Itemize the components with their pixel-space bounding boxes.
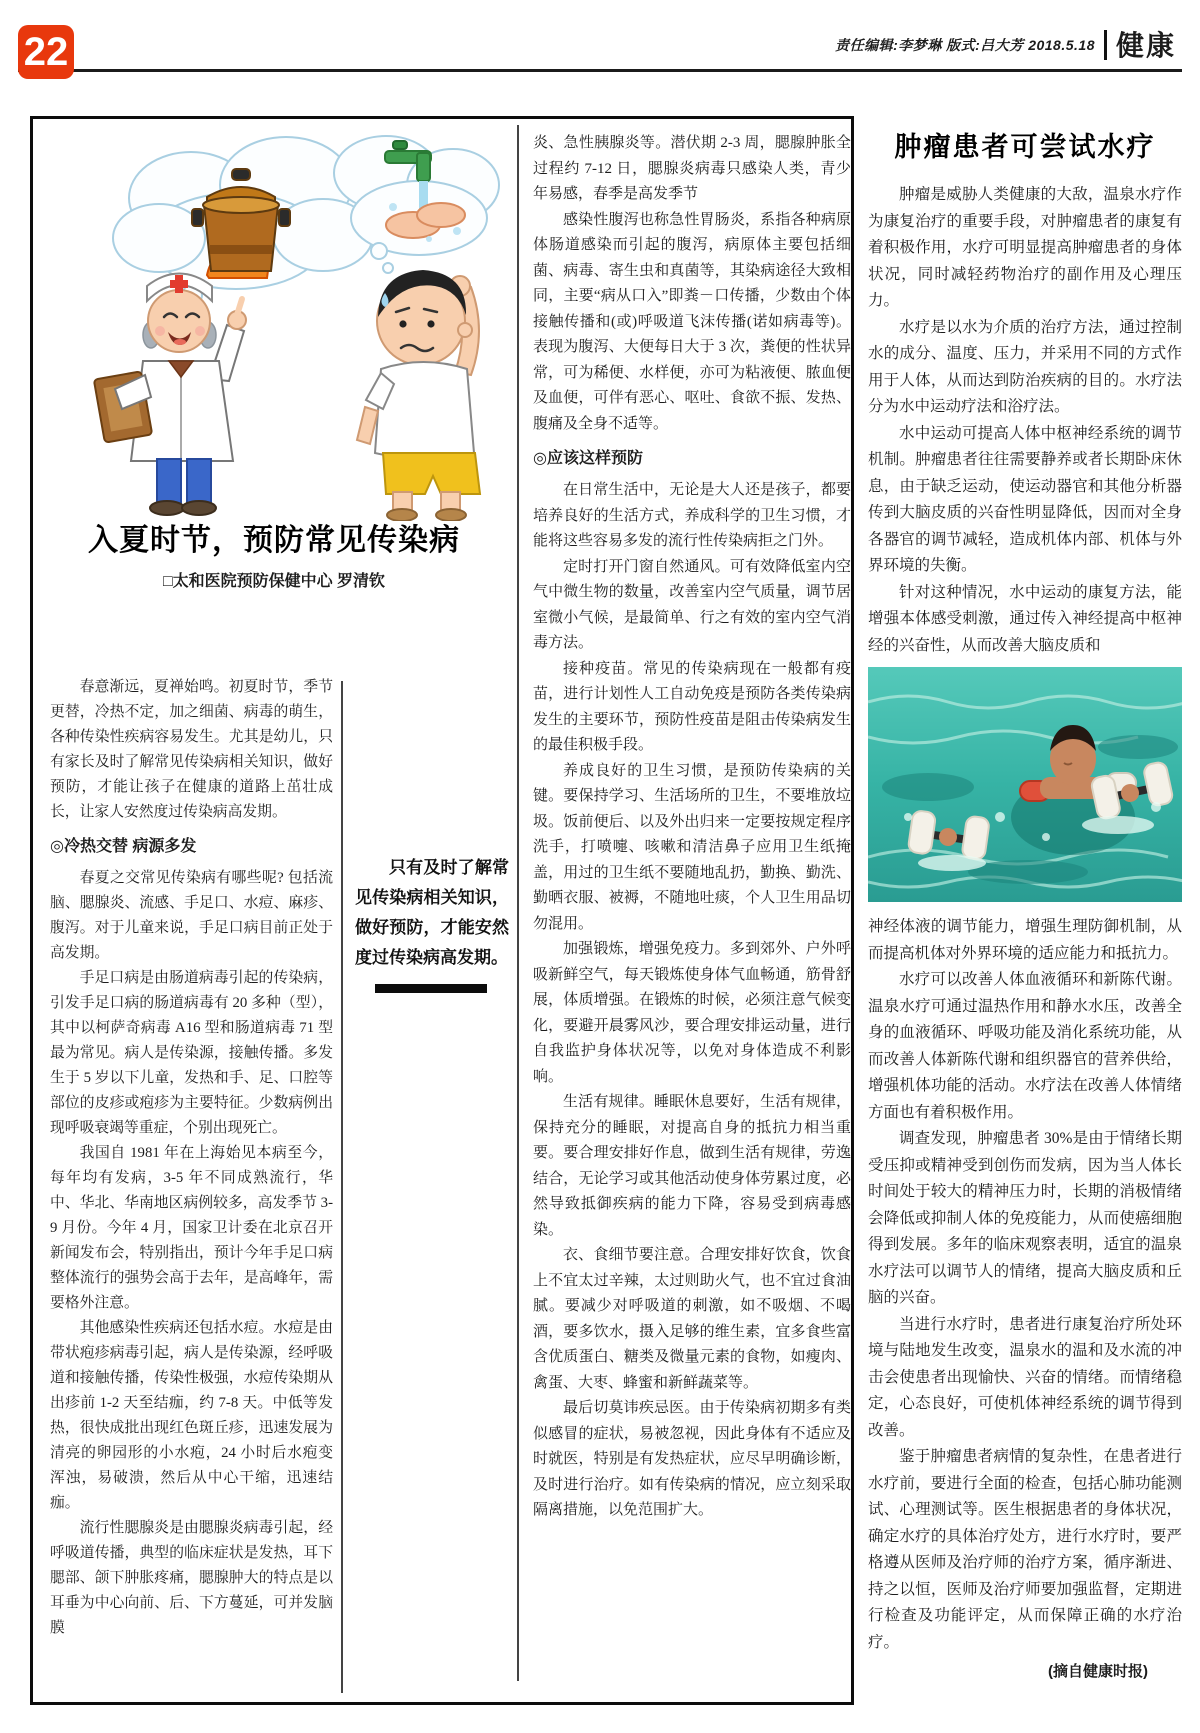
article1-middle-column: [533, 131, 851, 1524]
doctor-figure: [94, 274, 246, 516]
article2-title: 肿瘤患者可尝试水疗: [894, 132, 1156, 162]
paragraph: 春夏之交常见传染病有哪些呢? 包括流脑、腮腺炎、流感、手足口、水痘、麻疹、腹泻。对于儿童来说，手足口病目前正处于高发期。: [50, 870, 333, 961]
paragraph: 衣、食细节要注意。合理安排好饮食，饮食上不宜太过辛辣，太过则助火气，也不宜过食油腻。要减少对呼吸道的刺激，如不吸烟、不喝酒，要多饮水，摄入足够的维生素，宜多食些富含优质蛋白、糖类及微量元素的食物，如瘦肉、禽蛋、大枣、蜂蜜和新鲜蔬菜等。: [533, 1247, 851, 1391]
article1-title: 入夏时节，预防常见传染病: [88, 524, 460, 557]
paragraph: 手足口病是由肠道病毒引起的传染病，引发手足口病的肠道病毒有 20 多种（型），其中以柯萨奇病毒 A16 型和肠道病毒 71 型最为常见。病人是传染源，接触传播。多发生于 5 岁以下儿童，发热和手、足、口腔等部位的皮疹或疱疹为主要特征。少数病例出现呼吸衰竭等重症，个别出现死亡。: [50, 970, 333, 1136]
paragraph: 针对这种情况，水中运动的康复方法，能增强本体感受刺激，通过传入神经提高中枢神经的兴奋性，从而改善大脑皮质和: [868, 583, 1182, 654]
page-number-badge: 22: [18, 25, 74, 79]
section-title: 健康: [1115, 30, 1176, 61]
article1-header: [33, 523, 515, 592]
masthead: [827, 30, 1176, 62]
masthead-divider: [1104, 30, 1107, 60]
paragraph: 最后切莫讳疾忌医。由于传染病初期多有类似感冒的症状，易被忽视，因此身体有不适应及时就医，特别是有发热症状，应尽早明确诊断，及时进行治疗。如有传染病的情况，应立刻采取隔离措施，以免范围扩大。: [533, 1400, 851, 1518]
pullquote-block: [355, 853, 509, 993]
paragraph: 在日常生活中，无论是大人还是孩子，都要培养良好的生活方式，养成科学的卫生习惯，才能将这些容易多发的流行性传染病拒之门外。: [533, 482, 851, 549]
article1-left-column: [50, 675, 333, 1641]
column-rule-mid: [517, 125, 519, 1681]
subhead-cold-heat: ◎冷热交替 病源多发: [50, 838, 197, 855]
subhead-prevention: ◎应该这样预防: [533, 450, 643, 467]
paragraph: 定时打开门窗自然通风。可有效降低室内空气中微生物的数量，改善室内空气质量，调节居室微小气候，是最简单、行之有效的室内空气消毒方法。: [533, 558, 851, 651]
paragraph: 流行性腮腺炎是由腮腺炎病毒引起，经呼吸道传播，典型的临床症状是发热，耳下腮部、颌下肿胀疼痛，腮腺肿大的特点是以耳垂为中心向前、后、下方蔓延，可并发脑膜: [50, 1520, 333, 1636]
editor-info: 责任编辑:李梦琳 版式:吕大芳 2018.5.18: [835, 37, 1095, 53]
article-secondary: [868, 120, 1182, 1684]
pullquote-rule: [375, 984, 487, 993]
paragraph: 当进行水疗时，患者进行康复治疗所处环境与陆地发生改变，温泉水的温和及水流的冲击会使患者出现愉快、兴奋的情绪。而情绪稳定，心态良好，可使机体神经系统的调节得到改善。: [868, 1315, 1182, 1439]
paragraph: 炎、急性胰腺炎等。潜伏期 2-3 周，腮腺肿胀全过程约 7-12 日，腮腺炎病毒只感染人类，青少年易感，春季是高发季节: [533, 135, 851, 202]
doctor-boy-cartoon: [41, 123, 511, 521]
paragraph: 生活有规律。睡眠休息要好，生活有规律，保持充分的睡眠，对提高自身的抵抗力相当重要。要合理安排好作息，做到生活有规律，劳逸结合，无论学习或其他活动使身体劳累过度，必然导致抵御疾病的能力下降，容易受到病毒感染。: [533, 1094, 851, 1238]
article2-credit: (摘自健康时报): [1048, 1663, 1148, 1680]
paragraph: 肿瘤是威胁人类健康的大敌，温泉水疗作为康复治疗的重要手段，对肿瘤患者的康复有着积极作用，水疗可明显提高肿瘤患者的身体状况，同时减轻药物治疗的副作用及心理压力。: [868, 186, 1182, 309]
paragraph: 养成良好的卫生习惯，是预防传染病的关键。要保持学习、生活场所的卫生，不要堆放垃圾。饭前便后、以及外出归来一定要按规定程序洗手，打喷嚏、咳嗽和清洁鼻子应用卫生纸掩盖，用过的卫生纸不要随地乱扔，勤换、勤洗、勤晒衣服、被褥，不随地吐痰，个人卫生用品切勿混用。: [533, 762, 851, 932]
paragraph: 水疗可以改善人体血液循环和新陈代谢。温泉水疗可通过温热作用和静水水压，改善全身的血液循环、呼吸功能及消化系统功能，从而改善人体新陈代谢和组织器官的营养供给，增强机体功能的活动。水疗法在改善人体情绪方面也有着积极作用。: [868, 971, 1182, 1121]
header-rule: [18, 69, 1182, 72]
article1-byline: □太和医院预防保健中心 罗清钦: [162, 573, 386, 590]
paragraph: 水中运动可提高人体中枢神经系统的调节机制。肿瘤患者往往需要静养或者长期卧床休息，由于缺乏运动，使运动器官和其他分析器传到大脑皮质的兴奋性明显降低，因而对全身各器官的调节减轻，造成机体内部、机体与外界环境的失衡。: [868, 424, 1182, 574]
paragraph: 我国自 1981 年在上海始见本病至今，每年均有发病，3-5 年不同成熟流行，华中、华北、华南地区病例较多，高发季节 3-9 月份。今年 4 月，国家卫计委在北京召开新闻发布会，特别指出，预计今年手足口病整体流行的强势会高于去年，是高峰年，需要格外注意。: [50, 1145, 333, 1311]
paragraph: 鉴于肿瘤患者病情的复杂性，在患者进行水疗前，要进行全面的检查，包括心肺功能测试、心理测试等。医生根据患者的身体状况，确定水疗的具体治疗处方，进行水疗时，要严格遵从医师及治疗师的治疗方案，循序渐进、持之以恒，医师及治疗师要加强监督，定期进行检查及功能评定，从而保障正确的水疗治疗。: [868, 1448, 1182, 1651]
paragraph: 感染性腹泻也称急性胃肠炎，系指各种病原体肠道感染而引起的腹泻，病原体主要包括细菌、病毒、寄生虫和真菌等，其染病途径大致相同，主要“病从口入”即粪－口传播，少数由个体接触传播和(或)呼吸道飞沫传播(诺如病毒等)。表现为腹泻、大便每日大于 3 次，粪便的性状异常，可为稀便、水样便，亦可为粘液便、脓血便及血便，可伴有恶心、呕吐、食欲不振、发热、腹痛及全身不适等。: [533, 211, 851, 432]
paragraph: 春意渐远，夏禅始鸣。初夏时节，季节更替，冷热不定，加之细菌、病毒的萌生，各种传染性疾病容易发生。尤其是幼儿，只有家长及时了解常见传染病相关知识，做好预防，才能让孩子在健康的道路上茁壮成长，让家人安然度过传染病高发期。: [50, 679, 333, 820]
paragraph: 其他感染性疾病还包括水痘。水痘是由带状疱疹病毒引起，病人是传染源，经呼吸道和接触传播，传染性极强，水痘传染期从出疹前 1-2 天至结痂，约 7-8 天。中低等发热，很快成批出现红色斑丘疹，迅速发展为清亮的卵园形的小水疱，24 小时后水疱变浑浊，易破溃，然后从中心干缩，迅速结痂。: [50, 1320, 333, 1511]
paragraph: 水疗是以水为介质的治疗方法，通过控制水的成分、温度、压力，并采用不同的方式作用于人体，从而达到防治疾病的目的。水疗法分为水中运动疗法和浴疗法。: [868, 318, 1182, 415]
paragraph: 神经体液的调节能力，增强生理防御机制，从而提高机体对外界环境的适应能力和抵抗力。: [868, 918, 1182, 962]
paragraph: 调查发现，肿瘤患者 30%是由于情绪长期受压抑或精神受到创伤而发病，因为当人体长时间处于较大的精神压力时，长期的消极情绪会降低或抑制人体的免疫能力，从而使癌细胞得到发展。多年的临床观察表明，适宜的温泉水疗法可以调节人的情绪，提高大脑皮质和丘脑的兴奋。: [868, 1130, 1182, 1306]
paragraph: 接种疫苗。常见的传染病现在一般都有疫苗，进行计划性人工自动免疫是预防各类传染病发生的主要环节，预防性疫苗是阻击传染病发生的最佳积极手段。: [533, 660, 851, 753]
boy-figure: [357, 270, 480, 521]
article-main-box: [30, 116, 854, 1705]
pullquote-text: 只有及时了解常见传染病相关知识，做好预防，才能安然度过传染病高发期。: [355, 858, 509, 967]
pool-therapy-photo: [868, 667, 1182, 902]
paragraph: 加强锻炼，增强免疫力。多到郊外、户外呼吸新鲜空气，每天锻炼使身体气血畅通，筋骨舒展，体质增强。在锻炼的时候，必须注意气候变化，要避开晨雾风沙，要合理安排运动量，进行自我监护身体状况等，以免对身体造成不利影响。: [533, 941, 851, 1085]
column-rule-left: [341, 681, 343, 1693]
